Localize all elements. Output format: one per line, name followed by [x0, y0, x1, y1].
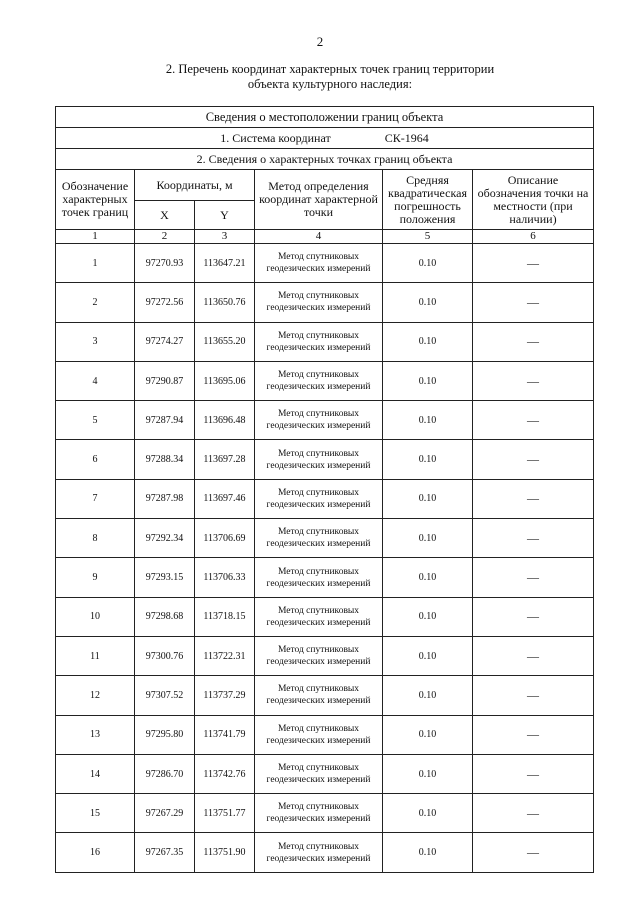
cell-y: 113697.28: [195, 440, 255, 479]
cell-description: —: [473, 361, 594, 400]
cell-description: —: [473, 794, 594, 833]
section-header: Сведения о местоположении границ объекта: [56, 107, 594, 128]
cell-y: 113706.69: [195, 519, 255, 558]
table-row: [56, 558, 594, 597]
col-method-header: Метод определения координат характерной точки: [255, 170, 383, 230]
cell-description: —: [473, 479, 594, 518]
cell-method: Метод спутниковых геодезических измерений: [255, 558, 383, 597]
cell-y: 113718.15: [195, 597, 255, 636]
cell-y: 113655.20: [195, 322, 255, 361]
cell-error: 0.10: [383, 519, 473, 558]
col-number-3: 3: [195, 230, 255, 244]
cell-method: Метод спутниковых геодезических измерений: [255, 519, 383, 558]
col-y-header: Y: [195, 201, 255, 230]
cell-error: 0.10: [383, 597, 473, 636]
cell-point: 7: [56, 479, 135, 518]
cell-point: 16: [56, 833, 135, 872]
cell-y: 113706.33: [195, 558, 255, 597]
cell-method: Метод спутниковых геодезических измерений: [255, 794, 383, 833]
cell-point: 8: [56, 519, 135, 558]
table-row: [56, 676, 594, 715]
cell-point: 5: [56, 401, 135, 440]
cell-x: 97300.76: [135, 636, 195, 675]
cell-method: Метод спутниковых геодезических измерений: [255, 833, 383, 872]
cell-x: 97307.52: [135, 676, 195, 715]
col-coordinates-header: Координаты, м: [135, 170, 255, 201]
table-row: [56, 754, 594, 793]
table-row: [56, 833, 594, 872]
table-row: [56, 519, 594, 558]
points-header: 2. Сведения о характерных точках границ объекта: [56, 149, 594, 170]
col-description-header: Описание обозначения точки на местности (при наличии): [473, 170, 594, 230]
cell-y: 113650.76: [195, 283, 255, 322]
table-row: [56, 244, 594, 283]
cell-error: 0.10: [383, 440, 473, 479]
cell-x: 97295.80: [135, 715, 195, 754]
table-row: [56, 794, 594, 833]
table-row: [56, 636, 594, 675]
cell-x: 97274.27: [135, 322, 195, 361]
cell-error: 0.10: [383, 715, 473, 754]
document-title: [150, 62, 510, 92]
cell-x: 97267.35: [135, 833, 195, 872]
cell-description: —: [473, 636, 594, 675]
cell-method: Метод спутниковых геодезических измерений: [255, 401, 383, 440]
cell-method: Метод спутниковых геодезических измерений: [255, 754, 383, 793]
cell-method: Метод спутниковых геодезических измерений: [255, 440, 383, 479]
cell-description: —: [473, 401, 594, 440]
cell-y: 113751.90: [195, 833, 255, 872]
cell-method: Метод спутниковых геодезических измерений: [255, 479, 383, 518]
cell-method: Метод спутниковых геодезических измерений: [255, 636, 383, 675]
col-number-1: 1: [56, 230, 135, 244]
cell-point: 1: [56, 244, 135, 283]
cell-point: 9: [56, 558, 135, 597]
cell-x: 97286.70: [135, 754, 195, 793]
cell-y: 113751.77: [195, 794, 255, 833]
cell-x: 97298.68: [135, 597, 195, 636]
col-number-6: 6: [473, 230, 594, 244]
title-line-1: 2. Перечень координат характерных точек границ территории: [165, 62, 495, 76]
cell-point: 6: [56, 440, 135, 479]
cell-method: Метод спутниковых геодезических измерений: [255, 597, 383, 636]
table-row: [56, 361, 594, 400]
cell-y: 113741.79: [195, 715, 255, 754]
cell-y: 113742.76: [195, 754, 255, 793]
coordinate-system-label: 1. Система координат: [220, 130, 331, 145]
col-designation-header: Обозначение характерных точек границ: [56, 170, 135, 230]
cell-error: 0.10: [383, 676, 473, 715]
cell-description: —: [473, 676, 594, 715]
cell-y: 113695.06: [195, 361, 255, 400]
table-row: [56, 440, 594, 479]
table-row: [56, 715, 594, 754]
coordinates-table: [55, 106, 594, 873]
cell-error: 0.10: [383, 361, 473, 400]
cell-error: 0.10: [383, 558, 473, 597]
cell-description: —: [473, 283, 594, 322]
cell-error: 0.10: [383, 401, 473, 440]
cell-y: 113696.48: [195, 401, 255, 440]
title-line-2: объекта культурного наследия:: [247, 77, 413, 91]
cell-x: 97288.34: [135, 440, 195, 479]
cell-x: 97290.87: [135, 361, 195, 400]
table-row: [56, 597, 594, 636]
cell-method: Метод спутниковых геодезических измерений: [255, 361, 383, 400]
cell-description: —: [473, 322, 594, 361]
cell-method: Метод спутниковых геодезических измерений: [255, 283, 383, 322]
coordinate-system-row: [56, 128, 594, 149]
table-row: [56, 322, 594, 361]
cell-y: 113737.29: [195, 676, 255, 715]
page-number: 2: [316, 34, 324, 49]
col-error-header: Средняя квадратическая погрешность положения: [383, 170, 473, 230]
cell-description: —: [473, 440, 594, 479]
cell-x: 97272.56: [135, 283, 195, 322]
coordinate-system-value: СК-1964: [384, 130, 429, 145]
cell-point: 3: [56, 322, 135, 361]
cell-y: 113647.21: [195, 244, 255, 283]
cell-error: 0.10: [383, 833, 473, 872]
cell-y: 113697.46: [195, 479, 255, 518]
table-row: [56, 283, 594, 322]
cell-x: 97267.29: [135, 794, 195, 833]
cell-x: 97270.93: [135, 244, 195, 283]
cell-error: 0.10: [383, 794, 473, 833]
col-number-2: 2: [135, 230, 195, 244]
cell-point: 13: [56, 715, 135, 754]
cell-point: 14: [56, 754, 135, 793]
cell-description: —: [473, 833, 594, 872]
cell-description: —: [473, 754, 594, 793]
cell-error: 0.10: [383, 322, 473, 361]
cell-point: 10: [56, 597, 135, 636]
cell-point: 12: [56, 676, 135, 715]
col-number-5: 5: [383, 230, 473, 244]
cell-method: Метод спутниковых геодезических измерений: [255, 715, 383, 754]
cell-x: 97287.94: [135, 401, 195, 440]
cell-method: Метод спутниковых геодезических измерений: [255, 244, 383, 283]
cell-description: —: [473, 519, 594, 558]
cell-method: Метод спутниковых геодезических измерений: [255, 322, 383, 361]
cell-error: 0.10: [383, 754, 473, 793]
cell-point: 2: [56, 283, 135, 322]
cell-method: Метод спутниковых геодезических измерений: [255, 676, 383, 715]
cell-description: —: [473, 715, 594, 754]
table-row: [56, 401, 594, 440]
cell-x: 97293.15: [135, 558, 195, 597]
cell-error: 0.10: [383, 636, 473, 675]
cell-error: 0.10: [383, 479, 473, 518]
table-row: [56, 479, 594, 518]
cell-description: —: [473, 597, 594, 636]
cell-x: 97287.98: [135, 479, 195, 518]
cell-description: —: [473, 558, 594, 597]
cell-error: 0.10: [383, 244, 473, 283]
col-x-header: X: [135, 201, 195, 230]
cell-error: 0.10: [383, 283, 473, 322]
cell-x: 97292.34: [135, 519, 195, 558]
cell-y: 113722.31: [195, 636, 255, 675]
cell-point: 15: [56, 794, 135, 833]
cell-description: —: [473, 244, 594, 283]
cell-point: 4: [56, 361, 135, 400]
cell-point: 11: [56, 636, 135, 675]
col-number-4: 4: [255, 230, 383, 244]
